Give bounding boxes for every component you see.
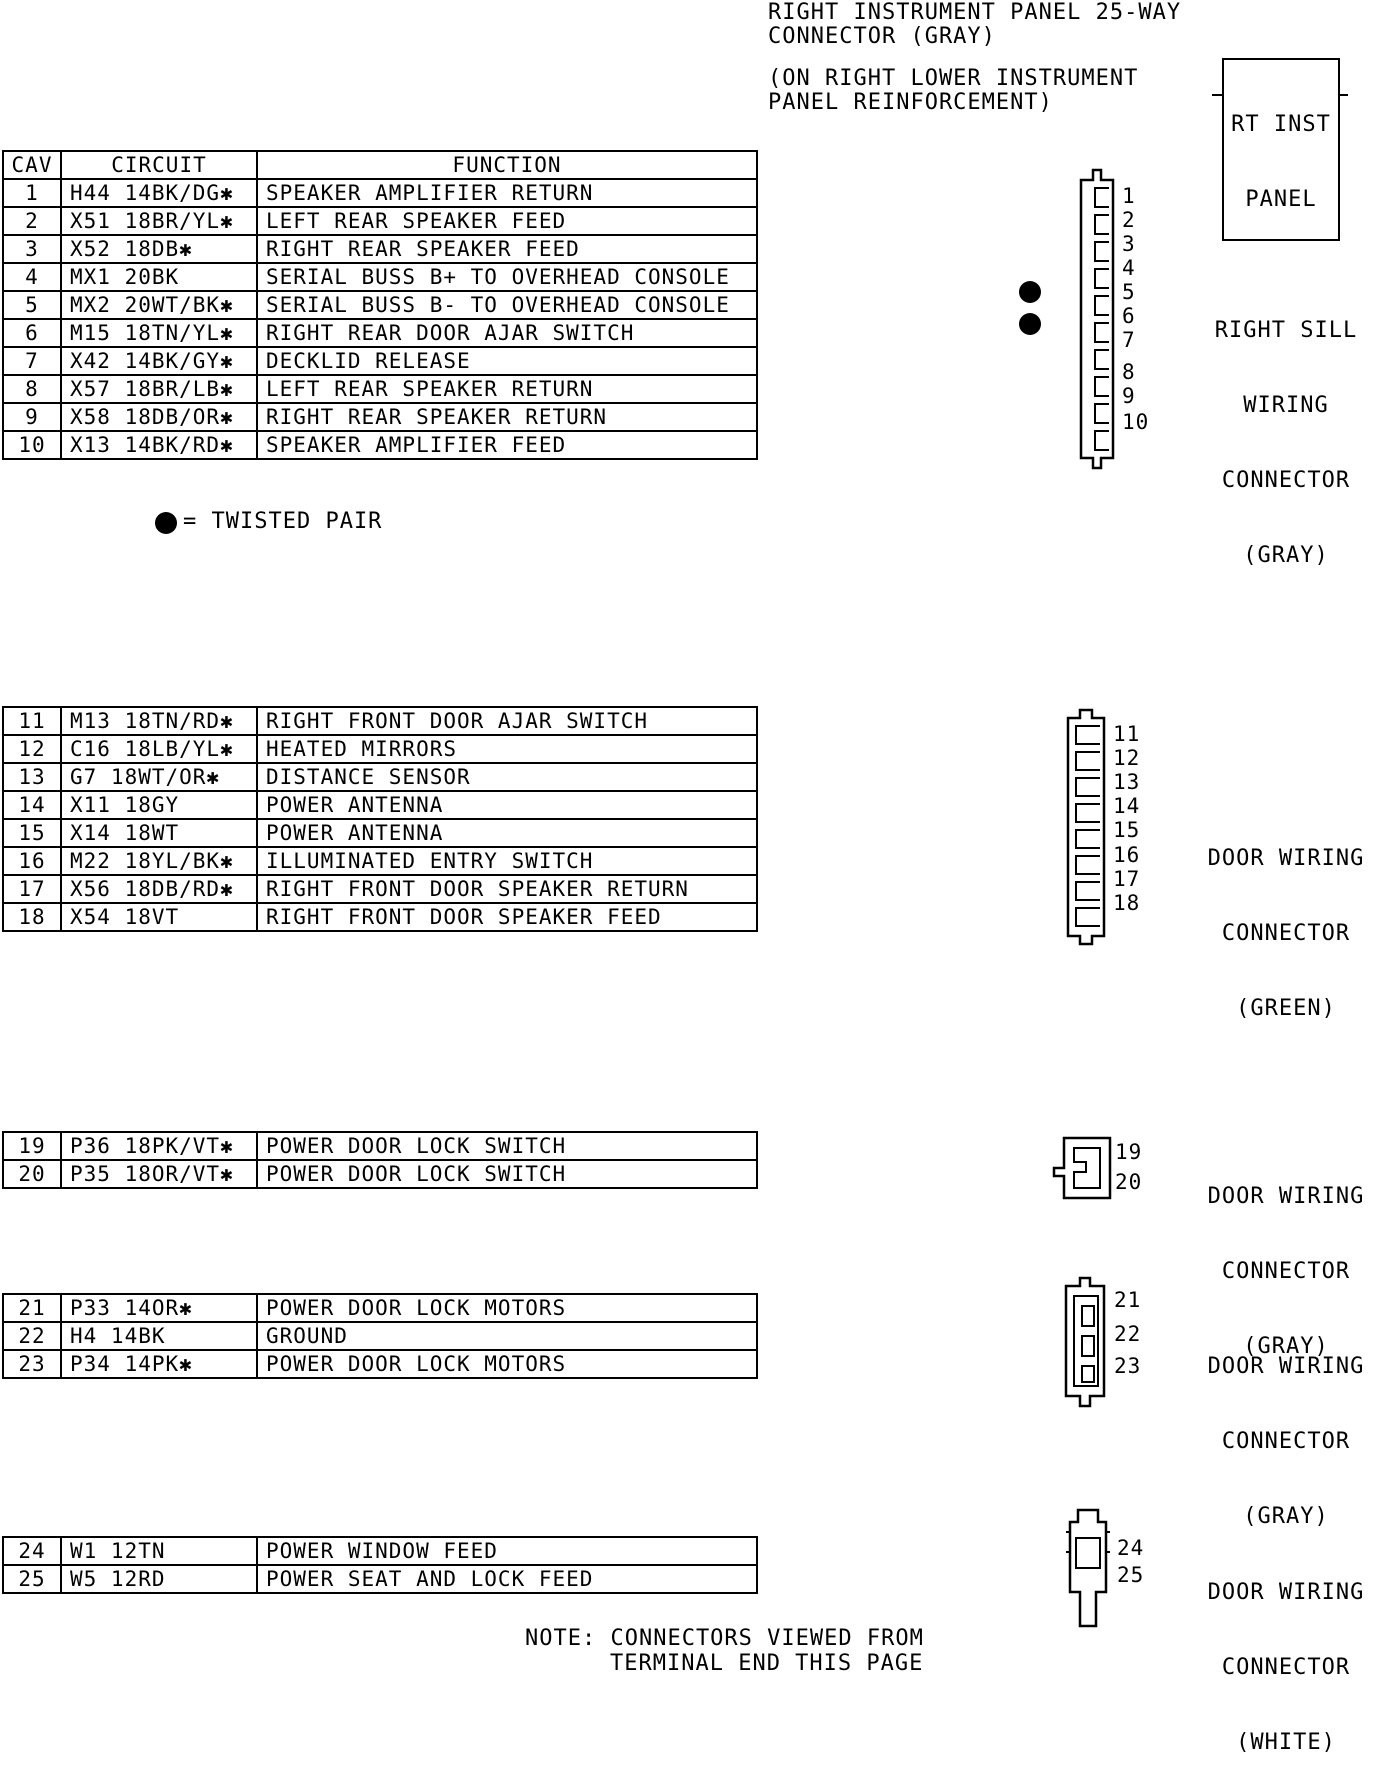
circuit-function: DECKLID RELEASE — [257, 347, 757, 375]
table-row — [3, 903, 757, 931]
terminal-slot-icon — [1095, 188, 1109, 207]
pin-number: 22 — [1114, 1322, 1142, 1346]
connector-1-line-3: CONNECTOR — [1221, 468, 1351, 493]
table-row — [3, 875, 757, 903]
circuit-function: GROUND — [257, 1322, 757, 1350]
circuit-code: X57 18BR/LB✱ — [61, 375, 257, 403]
pin-number: 11 — [1113, 722, 1141, 746]
header-function: FUNCTION — [257, 151, 757, 179]
pin-number: 1 — [1122, 184, 1136, 208]
terminal-slot-icon — [1076, 778, 1100, 796]
cavity-number: 1 — [3, 179, 61, 207]
table-row — [3, 179, 757, 207]
circuit-function: POWER DOOR LOCK MOTORS — [257, 1350, 757, 1378]
pin-number: 17 — [1113, 867, 1141, 891]
cavity-number: 13 — [3, 763, 61, 791]
pin-number: 24 — [1117, 1536, 1145, 1560]
terminal-slot-icon — [1095, 404, 1109, 423]
legend-text: = TWISTED PAIR — [183, 509, 383, 534]
cavity-number: 9 — [3, 403, 61, 431]
terminal-slot-icon — [1095, 242, 1109, 261]
pin-number: 14 — [1113, 794, 1141, 818]
door-wiring-white-connector-icon — [1060, 1508, 1116, 1628]
pin-number: 8 — [1122, 360, 1136, 384]
table-row — [3, 1132, 757, 1160]
circuit-function: RIGHT FRONT DOOR AJAR SWITCH — [257, 707, 757, 735]
terminal-slot-icon — [1076, 830, 1100, 848]
circuit-function: RIGHT REAR SPEAKER RETURN — [257, 403, 757, 431]
connector-5-line-2: CONNECTOR — [1221, 1655, 1351, 1680]
pin-number: 13 — [1113, 770, 1141, 794]
circuit-function: RIGHT REAR SPEAKER FEED — [257, 235, 757, 263]
circuit-function: SERIAL BUSS B- TO OVERHEAD CONSOLE — [257, 291, 757, 319]
table-row — [3, 347, 757, 375]
pin-number: 2 — [1122, 208, 1136, 232]
circuit-code: P36 18PK/VT✱ — [61, 1132, 257, 1160]
cavity-number: 22 — [3, 1322, 61, 1350]
tag-line-2: PANEL — [1245, 187, 1317, 212]
connector-1-line-2: WIRING — [1243, 393, 1329, 418]
terminal-slot-icon — [1076, 882, 1100, 900]
twisted-pair-marker-4 — [1019, 281, 1041, 303]
table-row — [3, 1537, 757, 1565]
cavity-number: 23 — [3, 1350, 61, 1378]
twisted-pair-marker-5 — [1019, 313, 1041, 335]
circuit-function: RIGHT REAR DOOR AJAR SWITCH — [257, 319, 757, 347]
pin-number: 25 — [1117, 1563, 1145, 1587]
tag-line-1: RT INST — [1231, 112, 1331, 137]
circuit-function: RIGHT FRONT DOOR SPEAKER RETURN — [257, 875, 757, 903]
cavity-number: 11 — [3, 707, 61, 735]
circuit-code: P33 14OR✱ — [61, 1294, 257, 1322]
table-row — [3, 431, 757, 459]
table-header-row — [3, 151, 757, 179]
circuit-code: M22 18YL/BK✱ — [61, 847, 257, 875]
connector-5-line-1: DOOR WIRING — [1207, 1580, 1365, 1605]
cavity-number: 17 — [3, 875, 61, 903]
pin-number: 3 — [1122, 232, 1136, 256]
circuit-code: W1 12TN — [61, 1537, 257, 1565]
table-row — [3, 1160, 757, 1188]
cavity-number: 15 — [3, 819, 61, 847]
circuit-function: RIGHT FRONT DOOR SPEAKER FEED — [257, 903, 757, 931]
tag-lead-left — [1212, 94, 1222, 96]
terminal-slot-icon — [1095, 323, 1109, 342]
circuit-code: X58 18DB/OR✱ — [61, 403, 257, 431]
connector-4-line-3: (GRAY) — [1243, 1504, 1329, 1529]
pin-number: 20 — [1115, 1170, 1143, 1194]
door-wiring-gray-3way-connector-icon — [1060, 1276, 1112, 1408]
circuit-code: X13 14BK/RD✱ — [61, 431, 257, 459]
pinout-table-group-3 — [2, 1131, 758, 1189]
circuit-function: POWER DOOR LOCK MOTORS — [257, 1294, 757, 1322]
circuit-function: POWER ANTENNA — [257, 791, 757, 819]
pin-number: 7 — [1122, 328, 1136, 352]
cavity-number: 7 — [3, 347, 61, 375]
pin-number: 9 — [1122, 384, 1136, 408]
terminal-slot-icon — [1095, 350, 1109, 369]
connector-label-group-1 — [1196, 268, 1376, 593]
circuit-code: P34 14PK✱ — [61, 1350, 257, 1378]
location-line-1: (ON RIGHT LOWER INSTRUMENT — [768, 66, 1139, 91]
table-row — [3, 763, 757, 791]
table-row — [3, 1322, 757, 1350]
door-wiring-green-connector-icon — [1064, 708, 1114, 948]
pin-number: 12 — [1113, 746, 1141, 770]
pin-number: 23 — [1114, 1354, 1142, 1378]
pinout-table-group-5 — [2, 1536, 758, 1594]
cavity-number: 14 — [3, 791, 61, 819]
cavity-number: 10 — [3, 431, 61, 459]
circuit-function: LEFT REAR SPEAKER RETURN — [257, 375, 757, 403]
table-row — [3, 403, 757, 431]
table-row — [3, 1350, 757, 1378]
terminal-slot-icon — [1095, 269, 1109, 288]
pin-number: 18 — [1113, 891, 1141, 915]
circuit-code: MX1 20BK — [61, 263, 257, 291]
table-row — [3, 291, 757, 319]
connector-2-line-2: CONNECTOR — [1221, 921, 1351, 946]
pin-number: 5 — [1122, 280, 1136, 304]
cavity-number: 12 — [3, 735, 61, 763]
circuit-code: X52 18DB✱ — [61, 235, 257, 263]
pin-number: 21 — [1114, 1288, 1142, 1312]
title-line-2: CONNECTOR (GRAY) — [768, 24, 996, 49]
circuit-code: X56 18DB/RD✱ — [61, 875, 257, 903]
connector-3-line-1: DOOR WIRING — [1207, 1184, 1365, 1209]
terminal-slot-icon — [1076, 726, 1100, 744]
note-line-1: NOTE: CONNECTORS VIEWED FROM — [525, 1626, 924, 1651]
table-row — [3, 791, 757, 819]
table-row — [3, 207, 757, 235]
table-row — [3, 1294, 757, 1322]
circuit-function: POWER ANTENNA — [257, 819, 757, 847]
circuit-code: X14 18WT — [61, 819, 257, 847]
cavity-number: 4 — [3, 263, 61, 291]
circuit-function: POWER DOOR LOCK SWITCH — [257, 1132, 757, 1160]
connector-label-group-2 — [1196, 796, 1376, 1046]
circuit-code: H44 14BK/DG✱ — [61, 179, 257, 207]
circuit-code: M15 18TN/YL✱ — [61, 319, 257, 347]
circuit-function: HEATED MIRRORS — [257, 735, 757, 763]
connector-4-line-2: CONNECTOR — [1221, 1429, 1351, 1454]
terminal-slot-icon — [1076, 804, 1100, 822]
connector-label-group-5 — [1196, 1530, 1376, 1780]
circuit-code: G7 18WT/OR✱ — [61, 763, 257, 791]
pinout-table-group-1 — [2, 150, 758, 460]
table-row — [3, 263, 757, 291]
table-row — [3, 819, 757, 847]
connector-3-line-3: (GRAY) — [1243, 1334, 1329, 1359]
table-row — [3, 847, 757, 875]
cavity-number: 18 — [3, 903, 61, 931]
table-row — [3, 1565, 757, 1593]
header-circuit: CIRCUIT — [61, 151, 257, 179]
circuit-code: H4 14BK — [61, 1322, 257, 1350]
pin-number: 15 — [1113, 818, 1141, 842]
circuit-code: M13 18TN/RD✱ — [61, 707, 257, 735]
table-row — [3, 235, 757, 263]
cavity-number: 6 — [3, 319, 61, 347]
circuit-code: X51 18BR/YL✱ — [61, 207, 257, 235]
cavity-number: 24 — [3, 1537, 61, 1565]
pin-number: 19 — [1115, 1140, 1143, 1164]
circuit-code: X11 18GY — [61, 791, 257, 819]
note-line-2-wrap: TERMINAL END THIS PAGE — [610, 1651, 924, 1676]
cavity-number: 2 — [3, 207, 61, 235]
connector-2-line-3: (GREEN) — [1236, 996, 1336, 1021]
connector-4-line-1: DOOR WIRING — [1207, 1354, 1365, 1379]
pin-number: 4 — [1122, 256, 1136, 280]
header-cav: CAV — [3, 151, 61, 179]
terminal-slot-icon — [1095, 431, 1109, 450]
table-row — [3, 375, 757, 403]
circuit-code: X54 18VT — [61, 903, 257, 931]
circuit-function: ILLUMINATED ENTRY SWITCH — [257, 847, 757, 875]
cavity-number: 5 — [3, 291, 61, 319]
title-line-1: RIGHT INSTRUMENT PANEL 25-WAY — [768, 0, 1182, 25]
cavity-number: 19 — [3, 1132, 61, 1160]
table-row — [3, 707, 757, 735]
circuit-function: POWER DOOR LOCK SWITCH — [257, 1160, 757, 1188]
pin-number: 10 — [1122, 410, 1150, 434]
circuit-function: LEFT REAR SPEAKER FEED — [257, 207, 757, 235]
cavity-number: 3 — [3, 235, 61, 263]
cavity-number: 20 — [3, 1160, 61, 1188]
door-wiring-gray-2way-connector-icon — [1052, 1136, 1114, 1202]
connector-2-line-1: DOOR WIRING — [1207, 846, 1365, 871]
circuit-function: SPEAKER AMPLIFIER FEED — [257, 431, 757, 459]
twisted-pair-icon — [155, 512, 177, 534]
cavity-number: 8 — [3, 375, 61, 403]
right-sill-connector-icon — [1075, 168, 1123, 470]
cavity-number: 25 — [3, 1565, 61, 1593]
connector-1-line-4: (GRAY) — [1243, 543, 1329, 568]
pinout-table-group-2 — [2, 706, 758, 932]
connector-1-line-1: RIGHT SILL — [1214, 318, 1358, 343]
connector-label-group-4 — [1196, 1304, 1376, 1554]
circuit-function: SERIAL BUSS B+ TO OVERHEAD CONSOLE — [257, 263, 757, 291]
terminal-slot-icon — [1076, 752, 1100, 770]
pin-number: 16 — [1113, 843, 1141, 867]
circuit-function: POWER SEAT AND LOCK FEED — [257, 1565, 757, 1593]
circuit-code: X42 14BK/GY✱ — [61, 347, 257, 375]
cavity-number: 21 — [3, 1294, 61, 1322]
circuit-function: POWER WINDOW FEED — [257, 1537, 757, 1565]
tag-lead-right — [1338, 94, 1348, 96]
terminal-slot-icon — [1095, 215, 1109, 234]
pinout-table-group-4 — [2, 1293, 758, 1379]
circuit-function: DISTANCE SENSOR — [257, 763, 757, 791]
terminal-slot-icon — [1076, 856, 1100, 874]
table-row — [3, 735, 757, 763]
connector-3-line-2: CONNECTOR — [1221, 1259, 1351, 1284]
terminal-slot-icon — [1095, 296, 1109, 315]
cavity-number: 16 — [3, 847, 61, 875]
location-line-2: PANEL REINFORCEMENT) — [768, 90, 1053, 115]
terminal-slot-icon — [1076, 908, 1100, 926]
connector-5-line-3: (WHITE) — [1236, 1730, 1336, 1755]
pin-number: 6 — [1122, 304, 1136, 328]
terminal-slot-icon — [1095, 377, 1109, 396]
circuit-code: P35 18OR/VT✱ — [61, 1160, 257, 1188]
circuit-code: MX2 20WT/BK✱ — [61, 291, 257, 319]
circuit-function: SPEAKER AMPLIFIER RETURN — [257, 179, 757, 207]
circuit-code: W5 12RD — [61, 1565, 257, 1593]
rt-inst-panel-tag — [1222, 58, 1340, 241]
table-row — [3, 319, 757, 347]
circuit-code: C16 18LB/YL✱ — [61, 735, 257, 763]
